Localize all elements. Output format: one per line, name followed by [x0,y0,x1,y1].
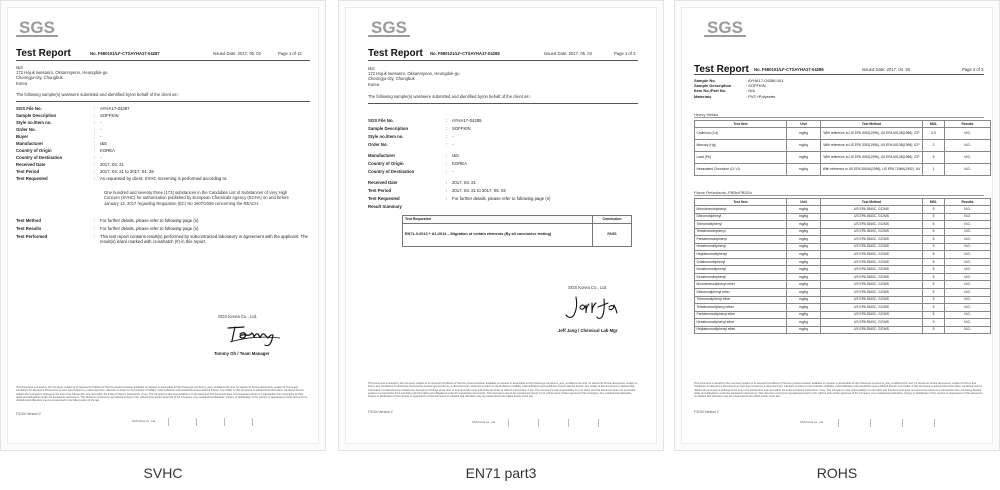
table-cell: EN71-3:2013 + A1:2014 – Migration of certain elements (By all conclusive testing) [403,223,593,246]
table-row [403,223,632,246]
table-row: Monobromobiphenyl mg/kg US EPA 3540C, GC/MS 5 N.D. [695,206,991,214]
footer-company: SGS Korea Co., Ltd. [472,421,496,424]
column-header: Unit [787,199,821,206]
caption-svhc: SVHC [143,465,183,481]
table-row: Monobromodiphenyl ether mg/kg US EPA 3540C, GC/MS 5 N.D. [695,281,991,289]
report-page [681,7,993,444]
table-header-row [403,216,632,224]
column-header: MDL [923,199,945,206]
table-row: Hexavalent Chromium (Cr VI) mg/kg With reference to US EPA 3060A(1996), US EPA 7196A(1992), UV 1 N.D. [695,164,991,176]
table-row: Lead (Pb) mg/kg With reference to US EPA 3052(1996), US EPA 6010B(1996), ICP 5 N.D. [695,152,991,164]
table-row: Mercury (Hg) mg/kg With reference to US EPA 3052(1996), US EPA 6010B(1996), ICP 2 N.D. [695,140,991,152]
table-row: Tetrabromodiphenyl ether mg/kg US EPA 3540C, GC/MS 5 N.D. [695,304,991,312]
footer-text: This document is issued by the Company subject to its General Conditions of Service printed overleaf, available on request or accessible at http://www.sgs.com/terms_and_conditions.htm and, for electronic format documents, subject to Terms and Conditions for Electronic Documents at www.sgs.com/terms_e-document.htm. Attention is drawn to the limitation of liability, indemnification and jurisdiction issues defined therein. Any holder of this document is advised that information contained hereon reflects the Company's findings at the time of its intervention only and within the limits of Client's instructions, if any. The Company's sole responsibility is to its Client and this document does not exonerate parties to a transaction from exercising all their rights and obligations under the transaction documents. This document cannot be reproduced except in full, without prior written approval of the Company. Any unauthorized alteration, forgery or falsification of the content or appearance of this document is unlawful and offenders may be prosecuted to the fullest extent of the law. [16,386,308,403]
issued-date: Issued Date: 2017. 05. 02 [213,51,261,56]
table-row: Heptabromodiphenyl ether mg/kg US EPA 3540C, GC/MS 5 N.D. [695,326,991,334]
table-row: Dibromodiphenyl ether mg/kg US EPA 3540C, GC/MS 5 N.D. [695,289,991,297]
field-test-performed: Test Performed : This test report contains result(s) performed by subcontracted laboratory in agreement with the applicant. The result(s) is/are marked with crosshatch (#) in this report. [16,234,308,245]
column-header: Results [945,199,991,206]
flame-retardants-table [694,198,991,334]
company-name: SGS Korea Co., Ltd [568,285,606,290]
column-header: Test Requested [403,216,593,224]
client-address: I&S 172 Hojuk Iwesanro, Oksanmyeon, Heungduk-gu Cheongju-city, Chungbuk Korea [16,65,108,86]
table-row: Tetrabromobiphenyl mg/kg US EPA 3540C, GC/MS 5 N.D. [695,228,991,236]
caption-rohs: ROHS [816,465,858,481]
form-version: F3104 Version 2 [694,410,719,414]
report-title: Test Report [368,48,423,59]
table-row: Dibromobiphenyl mg/kg US EPA 3540C, GC/MS 5 N.D. [695,213,991,221]
table-row: Decabromobiphenyl mg/kg US EPA 3540C, GC/MS 5 N.D. [695,273,991,281]
page-number: Page 2 of 3 [962,67,984,72]
table-row: Pentabromobiphenyl mg/kg US EPA 3540C, GC/MS 5 N.D. [695,236,991,244]
page-number: Page 1 of 3 [614,51,636,56]
table-row: Hexabromodiphenyl ether mg/kg US EPA 3540C, GC/MS 5 N.D. [695,319,991,327]
form-version: F3104 Version 2 [368,410,393,414]
footer-text: This document is issued by the Company subject to its General Conditions of Service printed overleaf, available on request or accessible at http://www.sgs.com/terms_and_conditions.htm and, for electronic format documents, subject to Terms and Conditions for Electronic Documents at www.sgs.com/terms_e-document.htm. Attention is drawn to the limitation of liability, indemnification and jurisdiction issues defined therein. Any holder of this document is advised that information contained hereon reflects the Company's findings at the time of its intervention only and within the limits of Client's instructions, if any. The Company's sole responsibility is to its Client and this document does not exonerate parties to a transaction from exercising all their rights and obligations under the transaction documents. This document cannot be reproduced except in full, without prior written approval of the Company. Any unauthorized alteration, forgery or falsification of the content or appearance of this document is unlawful and offenders may be prosecuted to the fullest extent of the law. [694,382,983,399]
company-name: SGS Korea Co., Ltd. [218,314,258,319]
table-row: Heptabromobiphenyl mg/kg US EPA 3540C, GC/MS 5 N.D. [695,251,991,259]
intro-rule [368,103,638,104]
footer-company: SGS Korea Co., Ltd. [132,420,156,423]
table-row: Tribromobiphenyl mg/kg US EPA 3540C, GC/MS 5 N.D. [695,221,991,229]
table-header-row [695,199,991,206]
issued-date: Issued Date: 2017. 04. 26 [862,67,910,72]
table-row: Tribromodiphenyl ether mg/kg US EPA 3540C, GC/MS 5 N.D. [695,296,991,304]
caption-en71: EN71 part3 [465,465,537,481]
result-summary-table [402,215,632,247]
heavy-metals-table [694,120,991,176]
footer-company: SGS Korea Co., Ltd. [800,421,824,424]
header-rule [368,60,638,61]
header-rule [16,60,310,61]
issued-date: Issued Date: 2017. 05. 02 [544,51,592,56]
report-page: SGS Test Report No. F690101/LF-CTSAYHA17-04287 Issued Date: 2017. 05. 02 Page 1 of 12 I&S 172 Hojuk Iwesanro, Oksanmyeon, Heungduk-gu Cheongju-city, Chungbuk Korea The following sample(s) was/were submitted and identified by/on behalf of the client as:- SGS File No. : AYHA17-04287 Sample Description : SOFFKIN Style no./Item no. : - Order No. : - Buyer : - Manufacturer : I&S Country of Origin : KOREA Country of Destination : - Received Date : 2017. 04. 21 Test Period : 2017. 04. 21 to 2017. 04. 28 Test Requested : As requested by client, SVHC screening is performed according to: One hundred and seventy three (173) substances in the Candidate List of Substances of Very High Concern (SVHC) for authorization published by European Chemicals Agency (ECHA) on and before January 12, 2017 regarding Regulation (EC) No 1907/2006 concerning the REACH. Test Method : For further details, please refer to following page (s) Test Results : For further details, please refer to following page (s) Test Performed : This test report contains result(s) performed by subcontracted laboratory in agreement with the applicant. The result(s) is/are marked with crosshatch (#) in this report. SGS Korea Co., Ltd. Tommy Oh / Team Manager This document is issued by the Company subject to its General Conditions of Service printed overleaf, available on request or accessible at http://www.sgs.com/terms_and_conditions.htm and, for electronic format documents, subject to Terms and Conditions for Electronic Documents at www.sgs.com/terms_e-document.htm. Attention is drawn to the limitation of liability, indemnification and jurisdiction issues defined therein. Any holder of this document is advised that information contained hereon reflects the Company's findings at the time of its intervention only and within the limits of Client's instructions, if any. The Company's sole responsibility is to its Client and this document does not exonerate parties to a transaction from exercising all their rights and obligations under the transaction documents. This document cannot be reproduced except in full, without prior written approval of the Company. Any unauthorized alteration, forgery or falsification of the content or appearance of this document is unlawful and offenders may be prosecuted to the fullest extent of the law. F3104 Version 2 SGS Korea Co., Ltd. [7,7,319,444]
header-rule [694,74,984,75]
column-header: Unit [787,121,821,128]
sgs-logo [704,16,746,42]
requested-detail: One hundred and seventy three (173) substances in the Candidate List of Substances of Very High Concern (SVHC) for authorization published by European Chemicals Agency (ECHA) on and before January 12, 2017 regarding Regulation (EC) No 1907/2006 concerning the REACH. [104,190,289,206]
table-row: Hexabromobiphenyl mg/kg US EPA 3540C, GC/MS 5 N.D. [695,243,991,251]
client-address: I&S 172 Hojuk Iwesanro, Oksanmyeon, Heungduk-gu Cheongju-city, Chungbuk Korea [368,66,460,87]
table-cell: PASS [593,223,632,246]
report-title: Test Report [16,48,71,59]
column-header: Test Item [695,121,787,128]
table-row: Cadmium (Cd) mg/kg With reference to US EPA 3052(1996), US EPA 6010B(1996), ICP 0.5 N.D. [695,128,991,140]
section-flame-retardants: Flame Retardants–PBBs/PBDEs [694,190,984,196]
column-header: Test Method [821,121,923,128]
column-header: Results [945,121,991,128]
report-card-en71[interactable] [338,0,664,451]
form-version: F3104 Version 2 [16,412,41,416]
report-page: SGS Test Report No. F690101/LF-CTSAYHA17-04285 Issued Date: 2017. 05. 02 Page 1 of 3 I&S 172 Hojuk Iwesanro, Oksanmyeon, Heungduk-gu Cheongju-city, Chungbuk Korea The following sample(s) was/were submitted and identified by/on behalf of the client as:- SGS File No. : AYHA17-04285 Sample Description : SOFFKIN Style no./Item no. : - Order No. : - Manufacturer : I&S Country of Origin : KOREA Country of Destination : - Received Date : 2017. 04. 21 Test Period : 2017. 04. 21 to 2017. 05. 02 Test Requested : For further details, please refer to following page (s) Result Summary Test Requested Conclusion EN71-3:2013 + A1:2014 – Migration of certain elements (By all conclusive testing) PASS SGS Korea Co., Ltd Jeff Jang / Chemical Lab Mgr This document is issued by the Company subject to its General Conditions of Service printed overleaf, available on request or accessible at http://www.sgs.com/terms_and_conditions.htm and, for electronic format documents, subject to Terms and Conditions for Electronic Documents at www.sgs.com/terms_e-document.htm. Attention is drawn to the limitation of liability, indemnification and jurisdiction issues defined therein. Any holder of this document is advised that information contained hereon reflects the Company's findings at the time of its intervention only and within the limits of Client's instructions, if any. The Company's sole responsibility is to its Client and this document does not exonerate parties to a transaction from exercising all their rights and obligations under the transaction documents. This document cannot be reproduced except in full, without prior written approval of the Company. Any unauthorized alteration, forgery or falsification of the content or appearance of this document is unlawful and offenders may be prosecuted to the fullest extent of the law. F3104 Version 2 SGS Korea Co., Ltd. [345,7,657,444]
report-card-svhc[interactable] [0,0,326,451]
svg-text:SGS: SGS [707,18,743,37]
table-row: Pentabromodiphenyl ether mg/kg US EPA 3540C, GC/MS 5 N.D. [695,311,991,319]
signature-icon [564,293,622,323]
signer-name: Tommy Oh / Team Manager [214,351,270,356]
intro-rule [16,101,310,102]
sample-materials: Sample No. : AYHA17-04286.001 Sample Description : SOFFKIN Item No./Part No. : N/A Materials : PVC+Polyester [694,78,784,99]
report-title: Test Report [694,64,749,75]
svg-text:SGS: SGS [19,18,55,37]
sgs-logo [368,16,410,42]
footer-text: This document is issued by the Company subject to its General Conditions of Service printed overleaf, available on request or accessible at http://www.sgs.com/terms_and_conditions.htm and, for electronic format documents, subject to Terms and Conditions for Electronic Documents at www.sgs.com/terms_e-document.htm. Attention is drawn to the limitation of liability, indemnification and jurisdiction issues defined therein. Any holder of this document is advised that information contained hereon reflects the Company's findings at the time of its intervention only and within the limits of Client's instructions, if any. The Company's sole responsibility is to its Client and this document does not exonerate parties to a transaction from exercising all their rights and obligations under the transaction documents. This document cannot be reproduced except in full, without prior written approval of the Company. Any unauthorized alteration, forgery or falsification of the content or appearance of this document is unlawful and offenders may be prosecuted to the fullest extent of the law. [368,382,638,399]
report-number: No. F690101/LF-CTSAYHA17-04287 [90,51,160,56]
column-header: Conclusion [593,216,632,224]
column-header: MDL [923,121,945,128]
intro-text: The following sample(s) was/were submitted and identified by/on behalf of the client as:- [368,94,532,99]
section-heavy-metals: Heavy Metals [694,112,984,118]
column-header: Test Item [695,199,787,206]
page-number: Page 1 of 12 [278,51,302,56]
report-card-rohs[interactable] [674,0,1000,451]
report-number: No. F690101/LF-CTSAYHA17-04286 [754,67,824,72]
signature-icon [224,322,284,346]
table-row: Octabromobiphenyl mg/kg US EPA 3540C, GC/MS 5 N.D. [695,258,991,266]
column-header: Test Method [821,199,923,206]
table-row: Nonabromobiphenyl mg/kg US EPA 3540C, GC/MS 5 N.D. [695,266,991,274]
signer-name: Jeff Jang / Chemical Lab Mgr [558,328,618,333]
svg-text:SGS: SGS [371,18,407,37]
sgs-logo [16,16,58,42]
intro-text: The following sample(s) was/were submitted and identified by/on behalf of the client as:- [16,92,180,97]
report-number: No. F690101/LF-CTSAYHA17-04285 [430,51,500,56]
table-header-row [695,121,991,128]
